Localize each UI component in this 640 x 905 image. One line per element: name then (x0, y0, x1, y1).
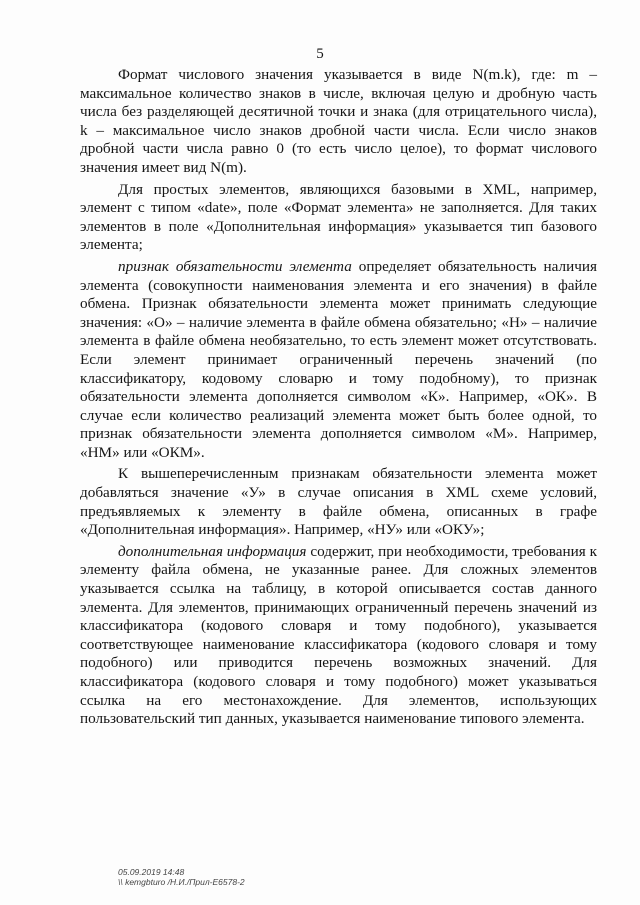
term-mandatory-flag: признак обязательности элемента (118, 257, 352, 275)
print-stamp (118, 867, 245, 887)
paragraph-text: определяет обязательность наличия элемента (совокупности наименования элемента и его значения) в файле обмена. Признак обязательности элемента может принимать следующие значения: «О» – наличие элемента в файле обмена обязательно; «Н» – наличие элемента в файле обмена необязательно, то есть элемент может отсутствовать. Если элемент принимает ограниченный перечень значений (по классификатору, кодовому словарю и тому подобному), то признак обязательности элемента дополняется символом «К». Например, «ОК». В случае если количество реализаций элемента может быть более одной, то признак обязательности элемента дополняется символом «М». Например, «НМ» или «ОКМ». (80, 257, 597, 461)
paragraph-mandatory-flag (80, 258, 597, 463)
paragraph-number-format (80, 66, 597, 178)
stamp-path: \\ kemgbturo /Н.И./Прил-Е6578-2 (118, 877, 245, 887)
paragraph-text: Для простых элементов, являющихся базовыми в XML, например, элемент с типом «date», поле «Формат элемента» не заполняется. Для таких элементов в поле «Дополнительная информация» указывается тип базового элемента; (80, 180, 597, 254)
body-text (80, 66, 597, 729)
paragraph-text: К вышеперечисленным признакам обязательности элемента может добавляться значение «У» в случае описания в XML схеме условий, предъявляемых к элементу в файле обмена, описанных в графе «Дополнительная информация». Например, «НУ» или «ОКУ»; (80, 465, 597, 539)
paragraph-text: содержит, при необходимости, требования к элементу файла обмена, не указанные ранее. Для сложных элементов указывается ссылка на таблицу, в которой описывается состав данного элемента. Для элементов, принимающих ограниченный перечень значений из классификатора (кодового словаря и тому подобного), указывается соответствующее наименование классификатора (кодового словаря и тому подобного) или приводится перечень возможных значений. Для классификатора (кодового словаря и тому подобного) может указываться ссылка на его местонахождение. Для элементов, использующих пользовательский тип данных, указывается наименование типового элемента. (80, 542, 597, 728)
paragraph-text: Формат числового значения указывается в виде N(m.k), где: m – максимальное количество знаков в числе, включая целую и дробную часть числа без разделяющей десятичной точки и знака (для отрицательного числа), k – максимальное число знаков дробной части числа. Если число знаков дробной части числа равно 0 (то есть число целое), то формат числового значения имеет вид N(m). (80, 66, 597, 176)
paragraph-additional-info (80, 543, 597, 729)
paragraph-condition-flag (80, 465, 597, 539)
stamp-date: 05.09.2019 14:48 (118, 867, 185, 877)
page-number: 5 (316, 46, 324, 62)
paragraph-simple-elements (80, 181, 597, 255)
term-additional-info: дополнительная информация (118, 542, 307, 560)
